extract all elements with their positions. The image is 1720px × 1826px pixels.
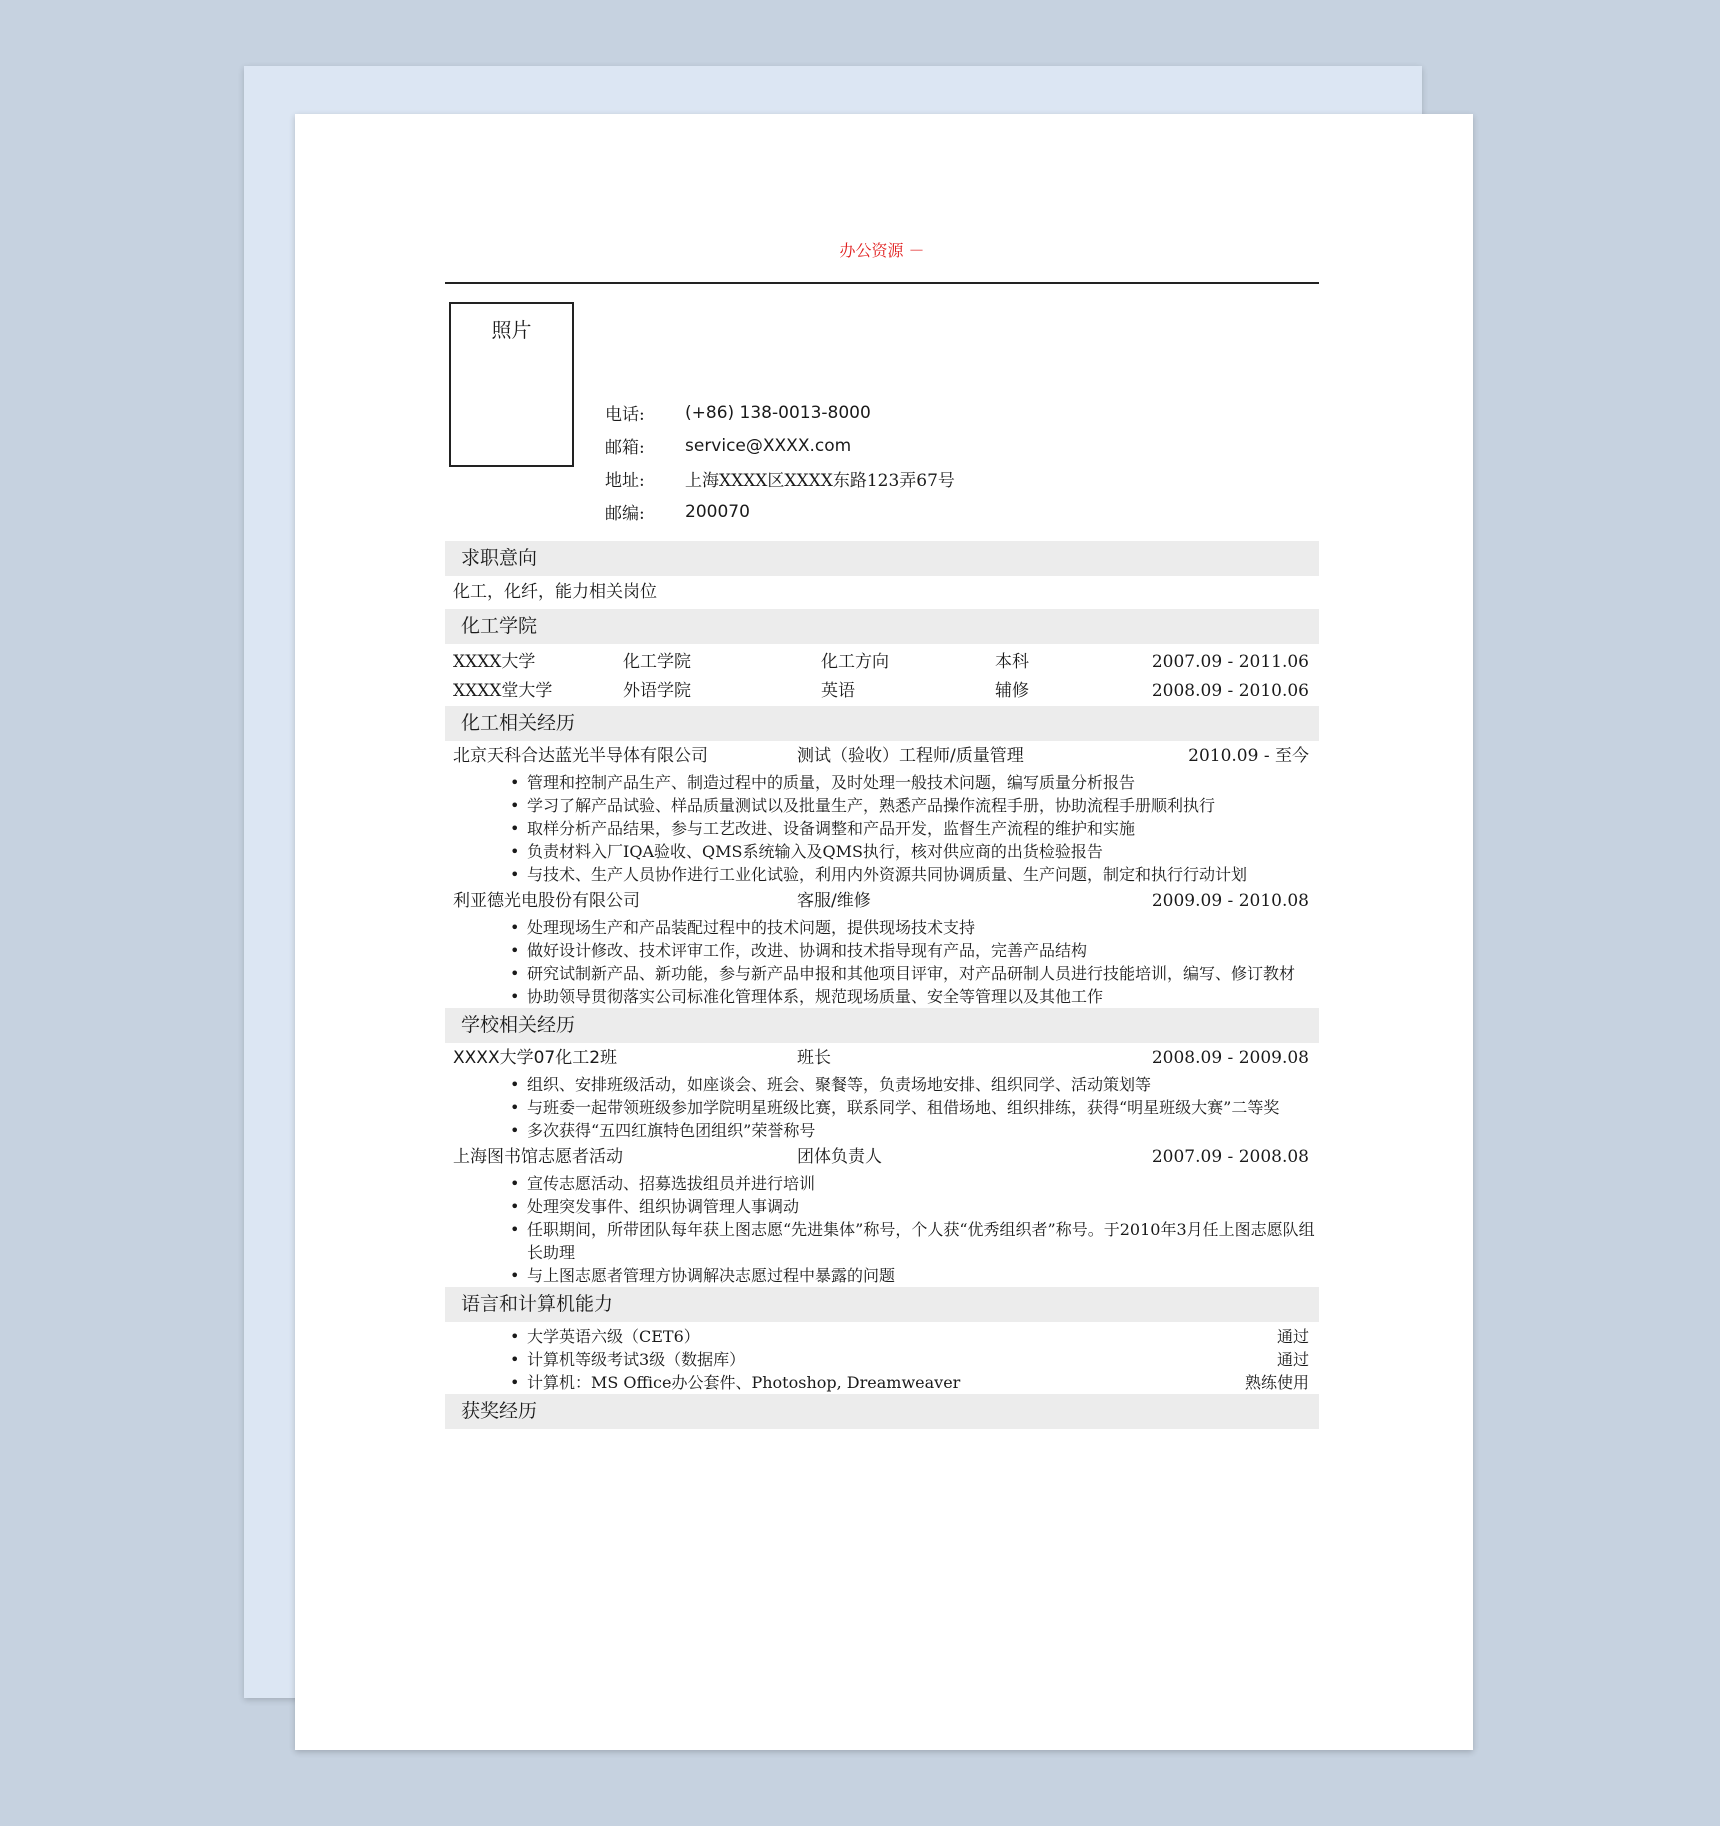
school-item-header bbox=[445, 1142, 1319, 1172]
edu-college: 外语学院 bbox=[623, 681, 691, 701]
job-company: 北京天科合达蓝光半导体有限公司 bbox=[453, 746, 708, 766]
list-item: • 与技术、生产人员协作进行工业化试验，利用内外资源共同协调质量、生产问题，制定和执行行动计划 bbox=[510, 863, 1319, 886]
school-bullets bbox=[445, 1172, 1319, 1287]
list-item: • 与班委一起带领班级参加学院明星班级比赛，联系同学、租借场地、组织排练，获得“明星班级大赛”二等奖 bbox=[510, 1096, 1319, 1119]
skills-list bbox=[445, 1322, 1319, 1394]
job-bullets bbox=[445, 916, 1319, 1008]
contact-info bbox=[605, 396, 955, 528]
school-role: 班长 bbox=[797, 1048, 831, 1068]
job-company: 利亚德光电股份有限公司 bbox=[453, 891, 640, 911]
skill-level: 熟练使用 bbox=[1244, 1373, 1309, 1392]
email-label: 邮箱: bbox=[605, 438, 645, 458]
list-item: • 管理和控制产品生产、制造过程中的质量，及时处理一般技术问题，编写质量分析报告 bbox=[510, 771, 1319, 794]
edu-school: XXXX堂大学 bbox=[453, 681, 553, 701]
skill-level: 通过 bbox=[1276, 1327, 1309, 1346]
job-header bbox=[445, 741, 1319, 771]
edu-major: 化工方向 bbox=[821, 652, 889, 672]
list-item: • 负责材料入厂IQA验收、QMS系统输入及QMS执行，核对供应商的出货检验报告 bbox=[510, 840, 1319, 863]
section-school-title: 学校相关经历 bbox=[445, 1008, 1319, 1043]
school-org: 上海图书馆志愿者活动 bbox=[453, 1147, 623, 1167]
resume-page bbox=[295, 114, 1473, 1750]
school-item-header bbox=[445, 1043, 1319, 1073]
photo-label: 照片 bbox=[491, 318, 532, 342]
photo-placeholder bbox=[449, 302, 574, 467]
job-header bbox=[445, 886, 1319, 916]
edu-degree: 本科 bbox=[995, 652, 1029, 672]
section-education-title: 化工学院 bbox=[445, 609, 1319, 644]
school-dates: 2008.09 - 2009.08 bbox=[1151, 1048, 1309, 1068]
section-skills-title: 语言和计算机能力 bbox=[445, 1287, 1319, 1322]
phone-value: (+86) 138-0013-8000 bbox=[685, 402, 871, 423]
header-divider bbox=[445, 282, 1319, 284]
edu-major: 英语 bbox=[821, 681, 855, 701]
list-item: • 学习了解产品试验、样品质量测试以及批量生产，熟悉产品操作流程手册，协助流程手册顺利执行 bbox=[510, 794, 1319, 817]
skill-name: 计算机：MS Office办公套件、Photoshop, Dreamweaver bbox=[527, 1373, 961, 1392]
job-dates: 2010.09 - 至今 bbox=[1188, 746, 1309, 766]
list-item: • 做好设计修改、技术评审工作，改进、协调和技术指导现有产品，完善产品结构 bbox=[510, 939, 1319, 962]
section-objective-title: 求职意向 bbox=[445, 541, 1319, 576]
list-item: • 协助领导贯彻落实公司标准化管理体系，规范现场质量、安全等管理以及其他工作 bbox=[510, 985, 1319, 1008]
job-role: 测试（验收）工程师/质量管理 bbox=[797, 746, 1024, 766]
school-role: 团体负责人 bbox=[797, 1147, 882, 1167]
address-label: 地址: bbox=[605, 471, 645, 491]
skill-item bbox=[510, 1371, 1319, 1394]
list-item: • 与上图志愿者管理方协调解决志愿过程中暴露的问题 bbox=[510, 1264, 1319, 1287]
contact-zip bbox=[605, 495, 955, 528]
school-org: XXXX大学07化工2班 bbox=[453, 1048, 618, 1068]
edu-school: XXXX大学 bbox=[453, 652, 536, 672]
school-bullets bbox=[445, 1073, 1319, 1142]
contact-address bbox=[605, 462, 955, 495]
document-header: 办公资源 － bbox=[839, 241, 925, 260]
address-value: 上海XXXX区XXXX东路123弄67号 bbox=[685, 471, 955, 491]
section-work-title: 化工相关经历 bbox=[445, 706, 1319, 741]
job-bullets bbox=[445, 771, 1319, 886]
zip-value: 200070 bbox=[685, 501, 750, 522]
list-item: • 多次获得“五四红旗特色团组织”荣誉称号 bbox=[510, 1119, 1319, 1142]
skill-level: 通过 bbox=[1276, 1350, 1309, 1369]
edu-dates: 2008.09 - 2010.06 bbox=[1151, 681, 1309, 701]
edu-college: 化工学院 bbox=[623, 652, 691, 672]
objective-text: 化工，化纤，能力相关岗位 bbox=[453, 582, 657, 602]
job-role: 客服/维修 bbox=[797, 891, 871, 911]
zip-label: 邮编: bbox=[605, 504, 645, 524]
list-item: • 取样分析产品结果，参与工艺改进、设备调整和产品开发，监督生产流程的维护和实施 bbox=[510, 817, 1319, 840]
list-item: • 任职期间，所带团队每年获上图志愿“先进集体”称号，个人获“优秀组织者”称号。于2010年3月任上图志愿队组长助理 bbox=[510, 1218, 1319, 1264]
email-value: service@XXXX.com bbox=[685, 435, 852, 456]
school-dates: 2007.09 - 2008.08 bbox=[1151, 1147, 1309, 1167]
skill-name: 大学英语六级（CET6） bbox=[527, 1327, 700, 1346]
contact-phone bbox=[605, 396, 955, 429]
skill-item bbox=[510, 1348, 1319, 1371]
education-row bbox=[445, 677, 1319, 706]
resume-sections bbox=[445, 541, 1319, 1429]
section-awards-title: 获奖经历 bbox=[445, 1394, 1319, 1429]
list-item: • 组织、安排班级活动，如座谈会、班会、聚餐等，负责场地安排、组织同学、活动策划等 bbox=[510, 1073, 1319, 1096]
list-item: • 处理突发事件、组织协调管理人事调动 bbox=[510, 1195, 1319, 1218]
contact-email bbox=[605, 429, 955, 462]
edu-degree: 辅修 bbox=[995, 681, 1029, 701]
job-dates: 2009.09 - 2010.08 bbox=[1151, 891, 1309, 911]
edu-dates: 2007.09 - 2011.06 bbox=[1151, 652, 1309, 672]
phone-label: 电话: bbox=[605, 405, 645, 425]
list-item: • 宣传志愿活动、招募选拔组员并进行培训 bbox=[510, 1172, 1319, 1195]
education-row bbox=[445, 648, 1319, 677]
list-item: • 研究试制新产品、新功能，参与新产品申报和其他项目评审，对产品研制人员进行技能培训，编写、修订教材 bbox=[510, 962, 1319, 985]
skill-item bbox=[510, 1325, 1319, 1348]
list-item: • 处理现场生产和产品装配过程中的技术问题，提供现场技术支持 bbox=[510, 916, 1319, 939]
skill-name: 计算机等级考试3级（数据库） bbox=[527, 1350, 746, 1369]
